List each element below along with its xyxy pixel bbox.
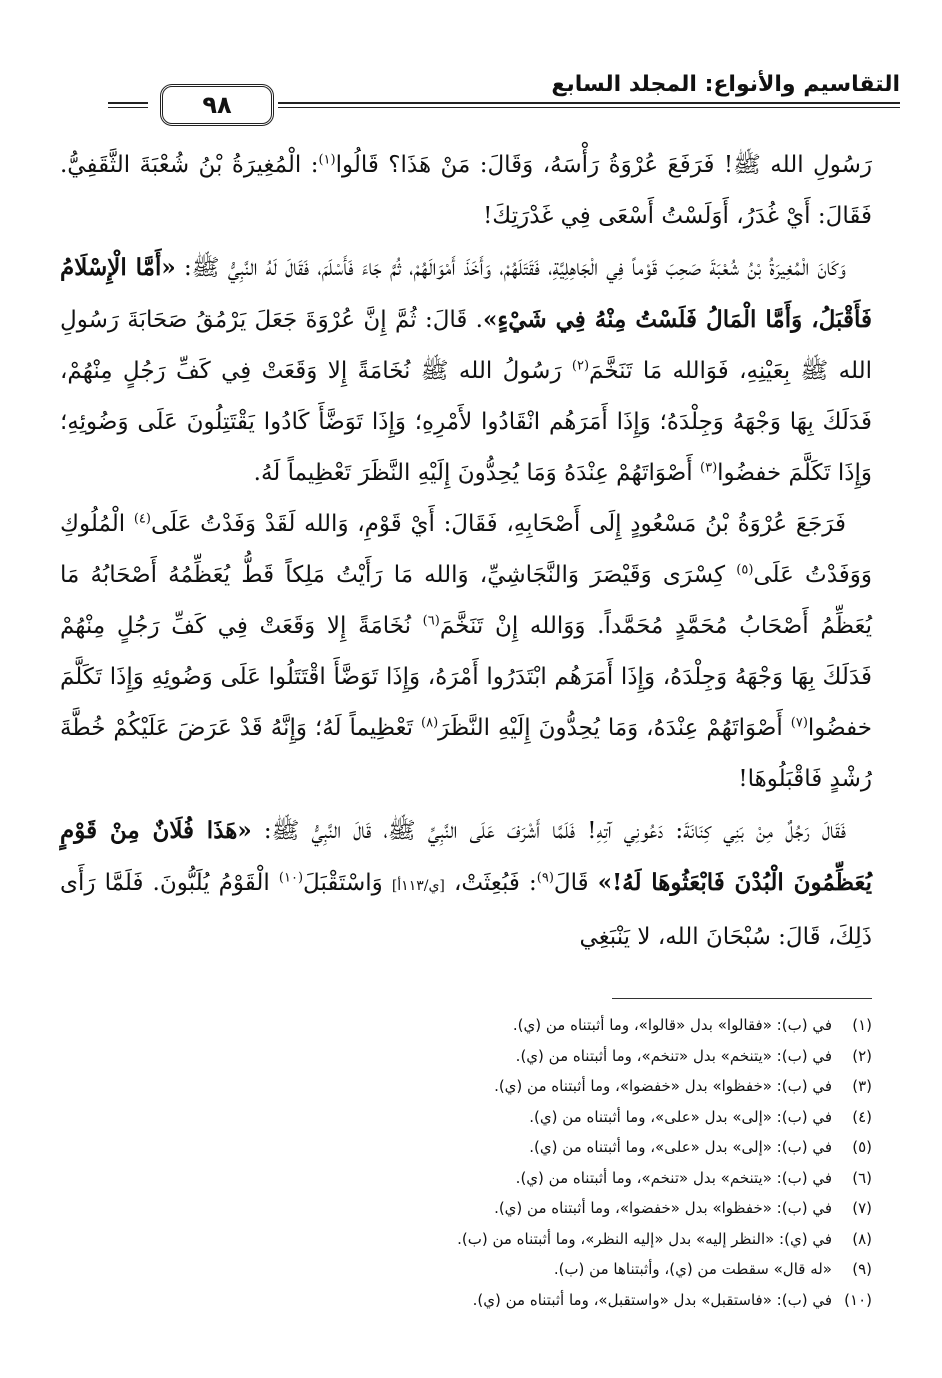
footnote-text: في (ب): «يتنخم» بدل «تنخم»، وما أثبتناه من (ي). — [515, 1168, 832, 1187]
hadith-quote: «أَمَّا الْإِسْلَامُ فَأَقْبَلُ، وَأَمَّا الْمَالُ فَلَسْتُ مِنْهُ فِي شَيْءٍ» — [60, 254, 872, 333]
text-segment: : الْمُغِيرَةُ بْنُ شُعْبَةَ الثَّقَفِيُّ. فَقَالَ: أَيْ غُدَرُ، أَوَلَسْتُ أَسْعَى فِي غَدْرَتِكَ! — [60, 152, 872, 229]
footnotes — [312, 1010, 872, 1315]
footnote-item — [312, 1071, 872, 1102]
footnote-number: (١) — [852, 1016, 872, 1034]
text-segment: فَرَجَعَ عُرْوَةُ بْنُ مَسْعُودٍ إِلَى أَصْحَابِهِ، فَقَالَ: أَيْ قَوْمِ، وَالله لَقَدْ وَفَدْتُ عَلَى — [150, 511, 846, 537]
footnote-text: في (ب): «خفظوا» بدل «خفضوا»، وما أثبتناه من (ي). — [494, 1077, 832, 1095]
footnote-text: «له قال» سقطت من (ي)، وأثبتناها من (ب). — [553, 1260, 832, 1278]
footnote-number: (٣) — [852, 1077, 872, 1095]
footnote-reference: (٥) — [736, 562, 754, 578]
paragraph — [60, 140, 872, 242]
text-segment: . قَالَ: ثُمَّ إِنَّ عُرْوَةَ جَعَلَ يَرْمُقُ صَحَابَةَ رَسُولِ الله ﷺ بِعَيْنِهِ، فَوَالله مَا تَنَخَّمَ — [60, 307, 872, 384]
text-segment: الْمُلُوكِ وَوَفَدْتُ عَلَى — [60, 511, 872, 588]
footnote-number: (٩) — [852, 1260, 872, 1278]
text-segment: نُخَامَةً إِلا وَقَعَتْ فِي كَفِّ رَجُلٍ مِنْهُمْ فَدَلَكَ بِهَا وَجْهَهُ وَجِلْدَهُ، وَإِذَا أَمَرَهُم ابْتَدَرُوا أَمْرَهُ، وَإِذَا تَوَضَّأَ اقْتَتَلُوا عَلَى وَضُوئِهِ وَإِذَا تَكَلَّمَ خفضُوا — [60, 613, 872, 741]
footnote-item — [312, 1041, 872, 1072]
footnote-text: في (ب): «خفظوا» بدل «خفضوا»، وما أثبتناه من (ي). — [494, 1199, 832, 1217]
footnote-separator — [612, 998, 872, 999]
footnote-item — [312, 1224, 872, 1255]
footnote-number: (١٠) — [844, 1290, 872, 1309]
text-segment: تَعْظِيماً لَهُ؛ وَإِنَّهُ قَدْ عَرَضَ عَلَيْكُمْ خُطَّةَ رُشْدٍ فَاقْبَلُوهَا! — [60, 715, 872, 792]
footnote-text: في (ب): «إلى» بدل «على»، وما أثبتناه من (ي). — [529, 1138, 832, 1156]
text-segment: وَكَانَ الْمُغِيرَةُ بْنُ شُعْبَةَ صَحِبَ قَوْماً فِي الْجَاهِلِيَّةِ، فَقَتَلَهُمْ، وَأَخَذَ أَمْوَالَهُمْ، ثُمَّ جَاءَ فَأَسْلَمَ، فَقَالَ لَهُ النَّبِيُّ ﷺ: — [175, 255, 846, 281]
footnote-number: (٢) — [852, 1046, 872, 1065]
text-segment: قَالَ — [553, 870, 598, 896]
footnote-reference: (٩) — [536, 870, 554, 886]
paragraph — [60, 499, 872, 805]
footnote-number: (٥) — [852, 1138, 872, 1156]
footnote-item — [312, 1254, 872, 1285]
main-text — [60, 140, 872, 963]
text-segment: وَاسْتَقْبَلَ — [303, 870, 392, 896]
footnote-item — [312, 1193, 872, 1224]
text-segment: الْقَوْمُ يُلَبُّونَ. فَلَمَّا رَأَى ذَلِكَ، قَالَ: سُبْحَانَ الله، لا يَنْبَغِي — [60, 870, 872, 950]
text-segment: رَسُولُ الله ﷺ نُخَامَةً إِلا وَقَعَتْ فِي كَفِّ رَجُلٍ مِنْهُمْ، فَدَلَكَ بِهَا وَجْهَهُ وَجِلْدَهُ؛ وَإِذَا أَمَرَهُم انْقَادُوا لأَمْرِهِ؛ وَإِذَا تَوَضَّأَ كَادُوا يَقْتَتِلُونَ عَلَى وَضُوئِهِ؛ وَإِذَا تَكَلَّمَ خفضُوا — [60, 358, 872, 486]
footnote-item — [312, 1163, 872, 1194]
page-number: ٩٨ — [160, 84, 274, 126]
footnote-number: (٧) — [852, 1199, 872, 1217]
paragraph — [60, 805, 872, 963]
footnote-text: في (ب): «إلى» بدل «على»، وما أثبتناه من (ي). — [529, 1107, 832, 1126]
footnote-number: (٦) — [852, 1168, 872, 1187]
footnote-text: في (ب): «يتنخم» بدل «تنخم»، وما أثبتناه من (ي). — [515, 1046, 832, 1065]
footnote-number: (٨) — [852, 1229, 872, 1248]
text-segment: رَسُولِ الله ﷺ! فَرَفَعَ عُرْوَةُ رَأْسَهُ، وَقَالَ: مَنْ هَذَا؟ قَالُوا — [335, 152, 872, 178]
hadith-quote: «هَذَا فُلَانٌ مِنْ قَوْمٍ يُعَظِّمُونَ الْبُدْنَ فَابْعَثُوهَا لَهُ!» — [60, 817, 872, 896]
footnote-reference: (١) — [318, 152, 336, 168]
footnote-item — [312, 1010, 872, 1041]
text-segment: فَقَالَ رَجُلٌ مِنْ بَنِي كِنَانَةَ: دَعُونِي آتِهِ! فَلَمَّا أَشْرَفَ عَلَى النَّبِيِّ ﷺ، قَالَ النَّبِيُّ ﷺ: — [251, 818, 846, 844]
page-header — [140, 68, 900, 118]
footnote-item — [312, 1285, 872, 1316]
paragraph — [60, 242, 872, 499]
manuscript-folio-marker: [ي/١١٣أ] — [391, 878, 445, 894]
footnote-reference: (١٠) — [278, 870, 304, 886]
header-rule-left — [108, 102, 148, 108]
header-rule — [278, 102, 900, 108]
footnote-reference: (٣) — [700, 460, 718, 476]
footnote-text: في (ب): «فاستقبل» بدل «واستقبل»، وما أثبتناه من (ي). — [472, 1290, 832, 1309]
footnote-reference: (٢) — [571, 358, 590, 374]
running-title: التقاسيم والأنواع: المجلد السابع — [551, 72, 900, 97]
footnote-item — [312, 1102, 872, 1133]
footnote-text: في (ي): «النظر إليه» بدل «إليه النظر»، وما أثبتناه من (ب). — [457, 1229, 832, 1248]
text-segment: أَصْوَاتَهُمْ عِنْدَهُ وَمَا يُحِدُّونَ إِلَيْهِ النَّظَرَ تَعْظِيماً لَهُ. — [253, 460, 700, 486]
footnote-reference: (٤) — [133, 511, 151, 527]
text-segment: أَصْوَاتَهُمْ عِنْدَهُ، وَمَا يُحِدُّونَ إِلَيْهِ النَّظَرَ — [438, 715, 791, 741]
footnote-reference: (٨) — [421, 715, 439, 731]
footnote-reference: (٧) — [790, 715, 808, 731]
text-segment: : فَبُعِثَتْ، — [444, 870, 537, 896]
footnote-number: (٤) — [852, 1107, 872, 1126]
text-segment: كِسْرَى وَقَيْصَرَ وَالنَّجَاشِيِّ، وَالله مَا رَأَيْتُ مَلِكاً قَطُّ يُعَظِّمُهُ أَصْحَابُهُ مَا يُعَظِّمُ أَصْحَابُ مُحَمَّدٍ مُحَمَّداً. وَوَالله إِنْ تَنَخَّمَ — [60, 562, 872, 639]
footnote-item — [312, 1132, 872, 1163]
footnote-reference: (٦) — [422, 613, 440, 629]
footnote-text: في (ب): «فقالوا» بدل «قالوا»، وما أثبتناه من (ي). — [512, 1016, 832, 1034]
